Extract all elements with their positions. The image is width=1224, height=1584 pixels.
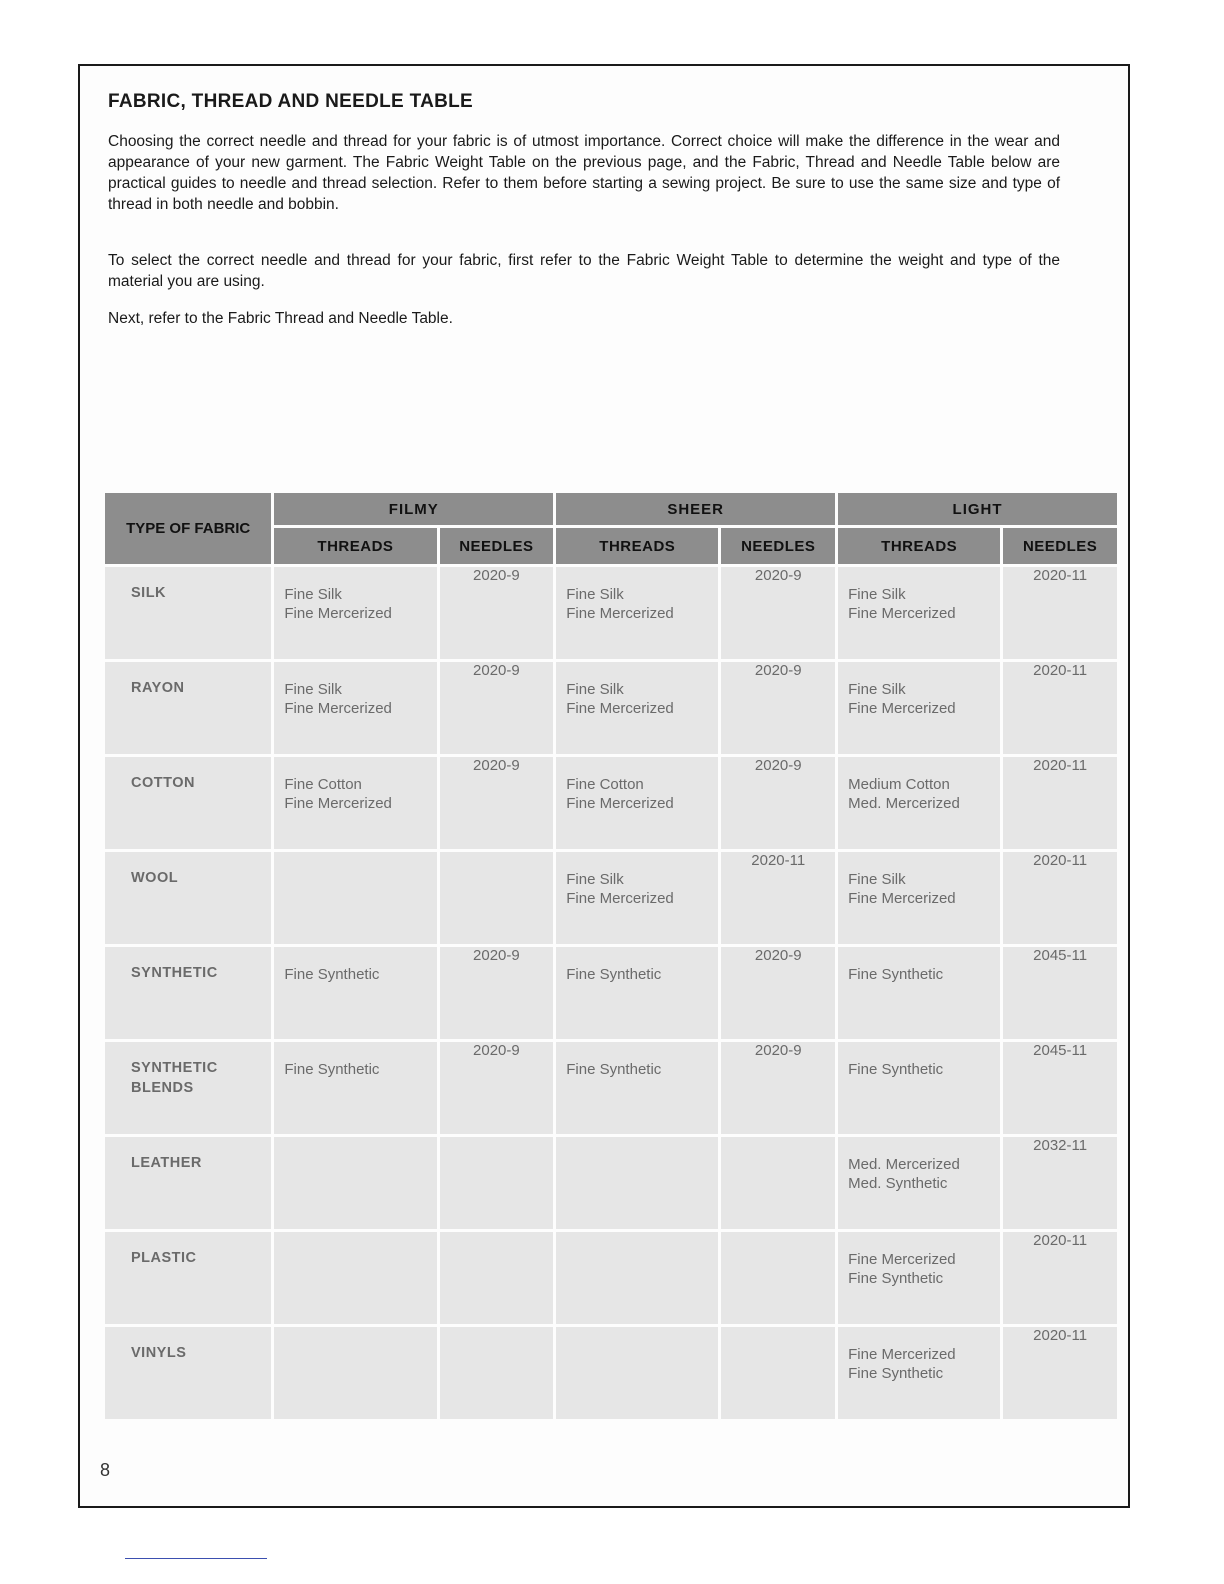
light-threads-cell [838, 757, 1000, 849]
sheer-threads-cell [556, 662, 718, 754]
filmy-needle-cell: 2020-9 [440, 757, 554, 849]
thread-line: Med. Mercerized [848, 795, 960, 812]
fabric-type-cell: WOOL [105, 852, 271, 944]
filmy-needle-cell: 2020-9 [440, 1042, 554, 1134]
sheer-threads-cell [556, 852, 718, 944]
thread-line: Fine Silk [848, 681, 906, 698]
table-body [105, 567, 1117, 1419]
filmy-threads-cell [274, 852, 436, 944]
sheer-threads-cell [556, 1327, 718, 1419]
light-header: LIGHT [838, 493, 1117, 525]
fabric-type-cell: RAYON [105, 662, 271, 754]
thread-line: Fine Synthetic [566, 1061, 662, 1078]
filmy-needle-cell [440, 1232, 554, 1324]
thread-line: Fine Mercerized [284, 795, 392, 812]
filmy-threads-cell [274, 1327, 436, 1419]
footer-divider [125, 1558, 267, 1559]
sheer-needle-cell: 2020-9 [721, 1042, 835, 1134]
thread-line: Fine Mercerized [566, 700, 674, 717]
sheer-threads-header: THREADS [556, 528, 718, 564]
filmy-needle-cell [440, 1137, 554, 1229]
thread-line: Med. Synthetic [848, 1175, 948, 1192]
filmy-needles-header: NEEDLES [440, 528, 554, 564]
thread-line: Fine Silk [566, 681, 624, 698]
filmy-threads-cell [274, 757, 436, 849]
sheer-threads-cell [556, 757, 718, 849]
intro-paragraph: Choosing the correct needle and thread for your fabric is of utmost importance. Correct choice will make the difference in the wear and appearance of your new garment. The Fabric Weight Table on the previous page, and the Fabric, Thread and Needle Table below are practical guides to needle and thread selection. Refer to them before starting a sewing project. Be sure to use the same size and type of thread in both needle and bobbin. [108, 133, 1060, 213]
thread-line: Fine Mercerized [566, 605, 674, 622]
table-row [105, 1327, 1117, 1419]
sheer-needle-cell: 2020-9 [721, 757, 835, 849]
light-needle-cell: 2045-11 [1003, 1042, 1117, 1134]
thread-line: Fine Cotton [566, 776, 644, 793]
page-number: 8 [100, 1460, 111, 1480]
thread-line: Fine Synthetic [848, 966, 944, 983]
next-step-paragraph: Next, refer to the Fabric Thread and Needle Table. [108, 310, 453, 327]
light-threads-cell [838, 662, 1000, 754]
thread-line: Fine Silk [566, 871, 624, 888]
sheer-threads-cell [556, 947, 718, 1039]
thread-line: Fine Silk [284, 681, 342, 698]
table-row [105, 947, 1117, 1039]
fabric-type-cell: SYNTHETIC BLENDS [105, 1042, 271, 1134]
light-needle-cell: 2032-11 [1003, 1137, 1117, 1229]
thread-line: Fine Synthetic [848, 1365, 944, 1382]
sheer-header: SHEER [556, 493, 835, 525]
light-threads-cell [838, 1042, 1000, 1134]
filmy-needle-cell [440, 1327, 554, 1419]
thread-line: Fine Mercerized [848, 890, 956, 907]
sheer-needle-cell [721, 1232, 835, 1324]
light-needle-cell: 2045-11 [1003, 947, 1117, 1039]
fabric-type-cell: SILK [105, 567, 271, 659]
filmy-needle-cell: 2020-9 [440, 662, 554, 754]
thread-line: Fine Synthetic [848, 1270, 944, 1287]
filmy-needle-cell: 2020-9 [440, 947, 554, 1039]
table-row [105, 567, 1117, 659]
filmy-needle-cell: 2020-9 [440, 567, 554, 659]
thread-line: Fine Mercerized [566, 795, 674, 812]
sheer-needles-header: NEEDLES [721, 528, 835, 564]
page-title: FABRIC, THREAD AND NEEDLE TABLE [108, 91, 474, 112]
thread-line: Fine Synthetic [566, 966, 662, 983]
sheer-needle-cell [721, 1137, 835, 1229]
instruction-paragraph: To select the correct needle and thread for your fabric, first refer to the Fabric Weight Table to determine the weight and type of the material you are using. [108, 252, 1060, 290]
table-row [105, 662, 1117, 754]
thread-line: Fine Cotton [284, 776, 362, 793]
light-threads-cell [838, 1232, 1000, 1324]
light-threads-cell [838, 947, 1000, 1039]
thread-line: Fine Silk [284, 586, 342, 603]
sheer-needle-cell: 2020-11 [721, 852, 835, 944]
light-needle-cell: 2020-11 [1003, 757, 1117, 849]
filmy-threads-cell [274, 662, 436, 754]
light-needle-cell: 2020-11 [1003, 1327, 1117, 1419]
type-of-fabric-header: TYPE OF FABRIC [105, 493, 271, 564]
thread-line: Fine Mercerized [566, 890, 674, 907]
filmy-threads-cell [274, 1042, 436, 1134]
filmy-needle-cell [440, 852, 554, 944]
sheer-threads-cell [556, 567, 718, 659]
sheer-threads-cell [556, 1232, 718, 1324]
thread-line: Fine Synthetic [848, 1061, 944, 1078]
thread-line: Med. Mercerized [848, 1156, 960, 1173]
light-needle-cell: 2020-11 [1003, 852, 1117, 944]
thread-line: Fine Mercerized [848, 1346, 956, 1363]
filmy-header: FILMY [274, 493, 553, 525]
fabric-type-cell: LEATHER [105, 1137, 271, 1229]
light-threads-cell [838, 1137, 1000, 1229]
fabric-type-cell: PLASTIC [105, 1232, 271, 1324]
thread-line: Fine Silk [848, 586, 906, 603]
table-row [105, 1137, 1117, 1229]
thread-line: Fine Synthetic [284, 1061, 380, 1078]
sheer-needle-cell: 2020-9 [721, 662, 835, 754]
filmy-threads-header: THREADS [274, 528, 436, 564]
thread-line: Fine Mercerized [284, 700, 392, 717]
fabric-type-cell: COTTON [105, 757, 271, 849]
table-row [105, 852, 1117, 944]
thread-line: Fine Silk [848, 871, 906, 888]
thread-line: Medium Cotton [848, 776, 950, 793]
light-threads-header: THREADS [838, 528, 1000, 564]
sheer-needle-cell: 2020-9 [721, 567, 835, 659]
light-threads-cell [838, 567, 1000, 659]
thread-line: Fine Mercerized [848, 1251, 956, 1268]
filmy-threads-cell [274, 1137, 436, 1229]
light-needle-cell: 2020-11 [1003, 1232, 1117, 1324]
thread-line: Fine Synthetic [284, 966, 380, 983]
filmy-threads-cell [274, 567, 436, 659]
thread-line: Fine Mercerized [848, 605, 956, 622]
fabric-type-cell: VINYLS [105, 1327, 271, 1419]
thread-line: Fine Silk [566, 586, 624, 603]
sheer-threads-cell [556, 1137, 718, 1229]
light-needles-header: NEEDLES [1003, 528, 1117, 564]
fabric-type-cell: SYNTHETIC [105, 947, 271, 1039]
sheer-needle-cell: 2020-9 [721, 947, 835, 1039]
fabric-thread-needle-table [102, 490, 1120, 1422]
filmy-threads-cell [274, 1232, 436, 1324]
filmy-threads-cell [274, 947, 436, 1039]
table-row [105, 757, 1117, 849]
thread-line: Fine Mercerized [284, 605, 392, 622]
table-row [105, 1232, 1117, 1324]
light-threads-cell [838, 1327, 1000, 1419]
light-needle-cell: 2020-11 [1003, 662, 1117, 754]
light-needle-cell: 2020-11 [1003, 567, 1117, 659]
sheer-needle-cell [721, 1327, 835, 1419]
table-row [105, 1042, 1117, 1134]
light-threads-cell [838, 852, 1000, 944]
thread-line: Fine Mercerized [848, 700, 956, 717]
sheer-threads-cell [556, 1042, 718, 1134]
